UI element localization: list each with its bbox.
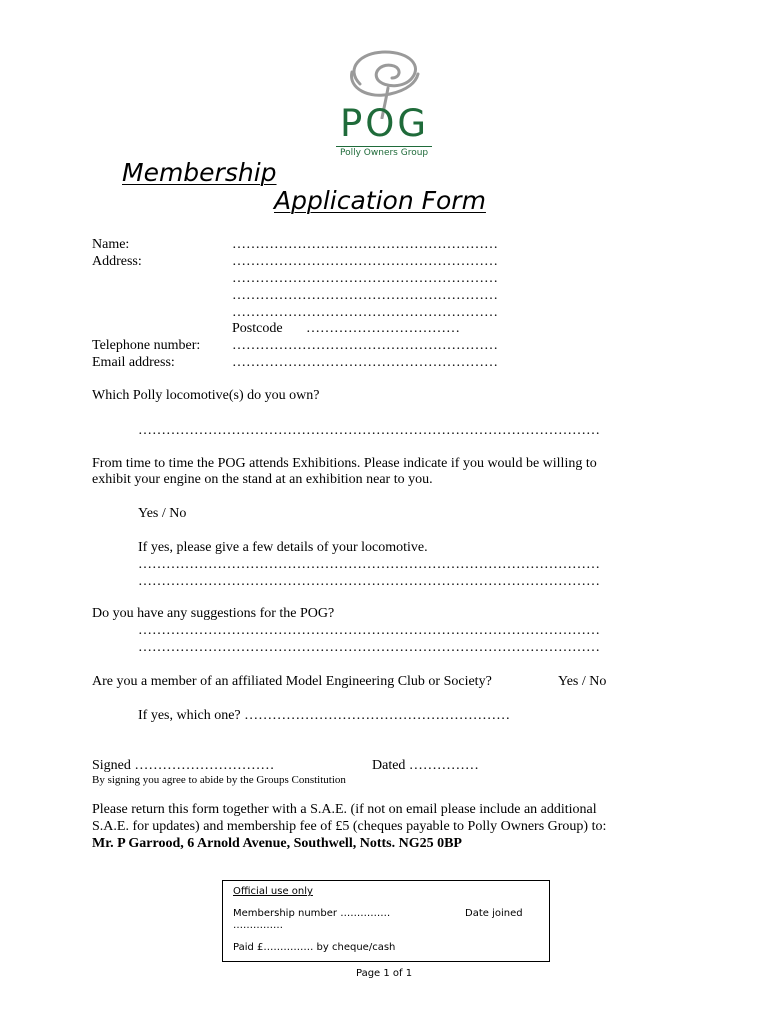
locomotive-field[interactable]: ……………………………………………………………………………………… <box>138 423 600 438</box>
details-question: If yes, please give a few details of your locomotive. <box>138 540 428 555</box>
address-field-2[interactable]: ………………………………………………… <box>232 271 498 286</box>
address-label: Address: <box>92 254 142 269</box>
return-line-1: Please return this form together with a S.A.E. (if not on email please include an additional <box>92 802 597 817</box>
dated-field[interactable]: Dated …………… <box>372 758 479 773</box>
official-heading: Official use only <box>233 886 313 897</box>
locomotive-question: Which Polly locomotive(s) do you own? <box>92 388 320 403</box>
official-use-box <box>222 880 550 962</box>
signature-note: By signing you agree to abide by the Groups Constitution <box>92 774 346 786</box>
title-line-1: Membership <box>122 158 277 187</box>
logo-subtitle: Polly Owners Group <box>340 148 429 158</box>
signed-field[interactable]: Signed ………………………… <box>92 758 275 773</box>
date-joined: Date joined <box>465 908 523 919</box>
membership-number: Membership number …………… <box>233 908 391 919</box>
club-question: Are you a member of an affiliated Model Engineering Club or Society? <box>92 674 492 689</box>
exhibit-question-line-2: exhibit your engine on the stand at an exhibition near to you. <box>92 472 433 487</box>
suggestions-field-2[interactable]: ……………………………………………………………………………………… <box>138 640 600 655</box>
postcode-field[interactable]: …………………………… <box>306 321 460 336</box>
title-line-2: Application Form <box>274 186 486 215</box>
membership-number-dots: …………… <box>233 920 283 931</box>
suggestions-field-1[interactable]: ……………………………………………………………………………………… <box>138 623 600 638</box>
address-field-1[interactable]: ………………………………………………… <box>232 254 498 269</box>
details-field-1[interactable]: ……………………………………………………………………………………… <box>138 557 600 572</box>
page-number: Page 1 of 1 <box>356 968 413 979</box>
telephone-label: Telephone number: <box>92 338 201 353</box>
paid-line: Paid £…………… by cheque/cash <box>233 942 396 953</box>
email-field[interactable]: ………………………………………………… <box>232 355 498 370</box>
address-field-4[interactable]: ………………………………………………… <box>232 305 498 320</box>
name-label: Name: <box>92 237 130 252</box>
return-line-2: S.A.E. for updates) and membership fee of £5 (cheques payable to Polly Owners Group) to: <box>92 819 607 834</box>
telephone-field[interactable]: ………………………………………………… <box>232 338 498 353</box>
exhibit-question-line-1: From time to time the POG attends Exhibitions. Please indicate if you would be willing to <box>92 456 597 471</box>
details-field-2[interactable]: ……………………………………………………………………………………… <box>138 574 600 589</box>
postcode-label: Postcode <box>232 321 283 336</box>
logo-acronym: POG <box>340 102 430 145</box>
exhibit-yes-no[interactable]: Yes / No <box>138 506 187 521</box>
club-which-one[interactable]: If yes, which one? ………………………………………………… <box>138 708 511 723</box>
logo-divider <box>336 146 432 147</box>
suggestions-question: Do you have any suggestions for the POG? <box>92 606 335 621</box>
name-field[interactable]: ………………………………………………… <box>232 237 498 252</box>
return-address: Mr. P Garrood, 6 Arnold Avenue, Southwell, Notts. NG25 0BP <box>92 836 462 851</box>
address-field-3[interactable]: ………………………………………………… <box>232 288 498 303</box>
logo <box>330 44 440 164</box>
club-yes-no[interactable]: Yes / No <box>558 674 607 689</box>
email-label: Email address: <box>92 355 175 370</box>
